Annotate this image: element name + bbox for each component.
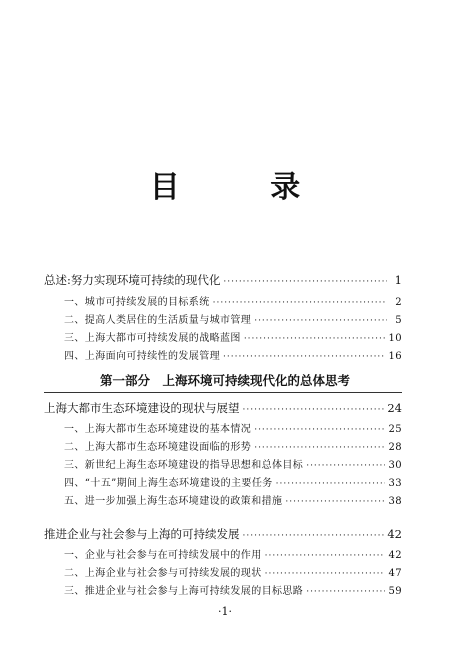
toc-subentry-page: 2 <box>395 297 402 308</box>
toc-subentry[interactable] <box>64 492 402 507</box>
toc-subentry-page: 28 <box>388 442 402 453</box>
leader-dots <box>243 405 385 415</box>
toc-subentry-label: 五、进一步加强上海生态环境建设的政策和措施 <box>64 496 283 507</box>
leader-dots <box>244 334 386 344</box>
toc-entry-page: 42 <box>387 527 402 541</box>
toc-subentry-page: 38 <box>388 496 402 507</box>
leader-dots <box>254 443 385 453</box>
toc-subentry-label: 三、上海大都市可持续发展的战略蓝图 <box>64 333 241 344</box>
part-heading: 第一部分 上海环境可持续现代化的总体思考 <box>99 373 350 388</box>
toc-subentry[interactable] <box>64 420 402 435</box>
toc-entry[interactable] <box>44 526 402 542</box>
leader-dots <box>254 316 387 326</box>
toc-subentry-page: 47 <box>388 568 402 579</box>
toc-subentry[interactable] <box>64 564 402 579</box>
page-number: ·1· <box>218 605 232 618</box>
toc-subentry-page: 59 <box>388 586 402 597</box>
leader-dots <box>276 479 386 489</box>
toc-entry-overview[interactable] <box>44 272 402 288</box>
toc-subentry[interactable] <box>64 329 402 344</box>
toc-subentry-label: 一、企业与社会参与在可持续发展中的作用 <box>64 550 262 561</box>
leader-dots <box>265 551 386 561</box>
toc-subentry-page: 42 <box>388 550 402 561</box>
toc-subentry[interactable] <box>64 474 402 489</box>
page-title: 目 录 <box>149 170 341 205</box>
toc-subentry-label: 一、城市可持续发展的目标系统 <box>64 297 210 308</box>
toc-entry-label: 总述:努力实现环境可持续的现代化 <box>44 273 221 287</box>
toc-subentry-label: 三、推进企业与社会参与上海可持续发展的目标思路 <box>64 586 304 597</box>
leader-dots <box>254 425 385 435</box>
leader-dots <box>285 497 385 507</box>
leader-dots <box>265 569 386 579</box>
toc-subentry-page: 30 <box>388 460 402 471</box>
toc-subentry-page: 16 <box>388 351 402 362</box>
toc-subentry[interactable] <box>64 347 402 362</box>
toc-subentry-page: 10 <box>388 333 402 344</box>
leader-dots <box>223 352 385 362</box>
toc-subentry[interactable] <box>64 293 402 308</box>
toc-subentry-label: 四、“十五”期间上海生态环境建设的主要任务 <box>64 478 273 489</box>
toc-entry-page: 24 <box>387 401 402 415</box>
leader-dots <box>213 298 387 308</box>
toc-entry-label: 推进企业与社会参与上海的可持续发展 <box>44 527 240 541</box>
toc-subentry-label: 二、上海大都市生态环境建设面临的形势 <box>64 442 252 453</box>
toc-subentry[interactable] <box>64 546 402 561</box>
toc-subentry-page: 5 <box>395 315 402 326</box>
toc-subentry[interactable] <box>64 311 402 326</box>
toc-subentry-label: 二、提高人类居住的生活质量与城市管理 <box>64 315 252 326</box>
toc-entry-label: 上海大都市生态环境建设的现状与展望 <box>44 401 240 415</box>
toc-subentry[interactable] <box>64 582 402 597</box>
toc-entry-page: 1 <box>394 273 402 287</box>
toc-subentry-label: 二、上海企业与社会参与可持续发展的现状 <box>64 568 262 579</box>
toc-subentry-page: 25 <box>388 424 402 435</box>
toc-subentry-label: 一、上海大都市生态环境建设的基本情况 <box>64 424 252 435</box>
leader-dots <box>223 277 387 287</box>
toc-subentry-label: 三、新世纪上海生态环境建设的指导思想和总体目标 <box>64 460 304 471</box>
toc-subentry[interactable] <box>64 438 402 453</box>
toc-subentry-label: 四、上海面向可持续性的发展管理 <box>64 351 220 362</box>
toc-subentry[interactable] <box>64 456 402 471</box>
divider <box>44 392 402 393</box>
toc-entry[interactable] <box>44 400 402 416</box>
leader-dots <box>243 531 385 541</box>
leader-dots <box>306 587 385 597</box>
toc-subentry-page: 33 <box>388 478 402 489</box>
leader-dots <box>306 461 385 471</box>
